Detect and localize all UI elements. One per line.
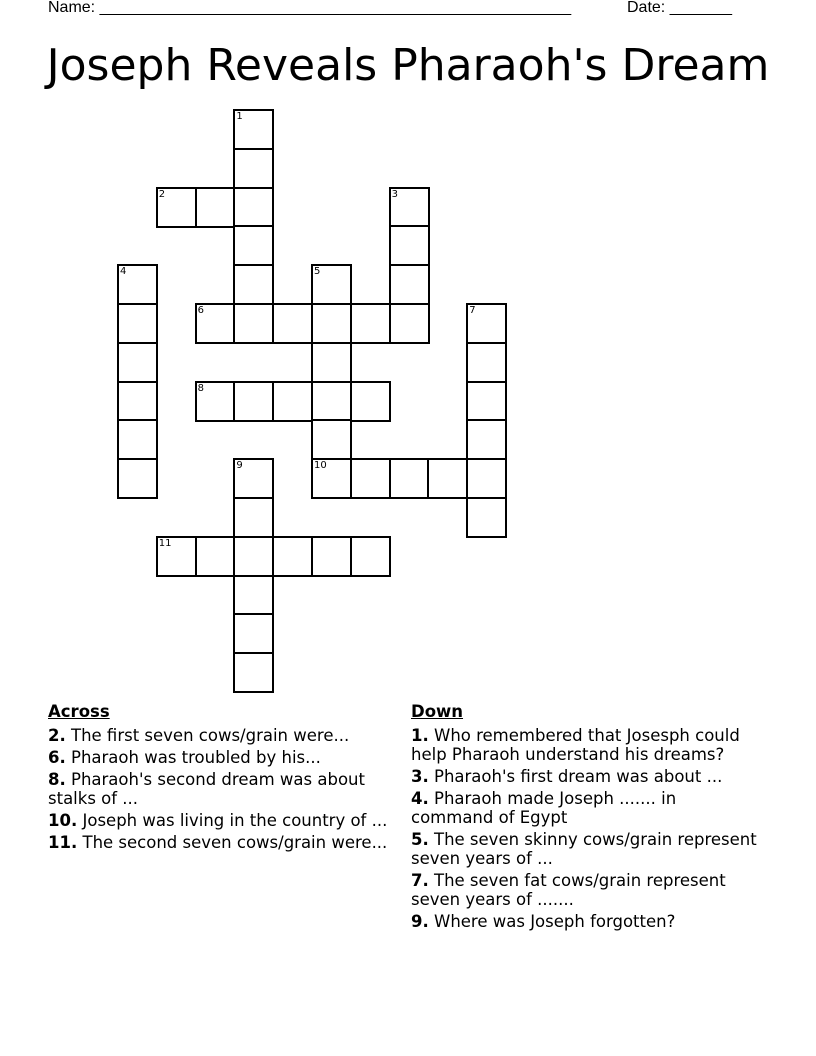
cell-number: 6	[197, 305, 204, 316]
grid-cell[interactable]	[311, 342, 352, 383]
cell-number: 2	[158, 188, 166, 200]
clue-text: Joseph was living in the country of ...	[82, 811, 388, 830]
grid-cell[interactable]	[311, 536, 352, 577]
grid-cell[interactable]	[117, 458, 158, 499]
clue-number: 2.	[48, 726, 66, 745]
grid-cell[interactable]	[466, 497, 507, 538]
clue-text: Pharaoh's first dream was about ...	[434, 767, 723, 786]
grid-cell[interactable]	[466, 419, 507, 460]
cell-number: 1	[236, 111, 243, 122]
page-title: Joseph Reveals Pharaoh's Dream	[46, 40, 770, 91]
grid-cell[interactable]	[466, 458, 507, 499]
clue-across-11	[48, 833, 398, 852]
clue-down-7	[411, 871, 761, 909]
grid-cell[interactable]	[311, 458, 352, 499]
cell-number: 8	[197, 382, 204, 394]
down-clues	[411, 702, 761, 934]
grid-cell[interactable]	[350, 381, 391, 422]
grid-cell[interactable]	[466, 381, 507, 422]
grid-cell[interactable]	[311, 381, 352, 422]
grid-cell[interactable]	[233, 536, 274, 577]
grid-cell[interactable]	[350, 536, 391, 577]
clue-text: The seven fat cows/grain represent seven years of .......	[411, 871, 726, 909]
clue-across-2	[48, 726, 398, 745]
grid-cell[interactable]	[350, 458, 391, 499]
grid-cell[interactable]	[233, 613, 274, 654]
clue-number: 4.	[411, 789, 429, 808]
grid-cell[interactable]	[156, 187, 197, 228]
grid-cell[interactable]	[233, 458, 274, 499]
clue-down-3	[411, 767, 761, 786]
across-heading: Across	[48, 702, 110, 721]
clue-text: Pharaoh was troubled by his...	[71, 748, 321, 767]
grid-cell[interactable]	[311, 419, 352, 460]
clue-text: Who remembered that Josesph could help Pharaoh understand his dreams?	[411, 726, 740, 764]
clue-text: Where was Joseph forgotten?	[434, 912, 676, 931]
clue-text: Pharaoh's second dream was about stalks of ...	[48, 770, 365, 808]
clue-number: 10.	[48, 811, 78, 830]
grid-cell[interactable]	[233, 381, 274, 422]
grid-cell[interactable]	[233, 264, 274, 305]
grid-cell[interactable]	[117, 342, 158, 383]
clue-text: The second seven cows/grain were...	[82, 833, 388, 852]
name-field[interactable]: Name: _____________________________________________________	[48, 0, 572, 16]
grid-cell[interactable]	[389, 187, 430, 228]
across-clues	[48, 702, 398, 855]
cell-number: 9	[236, 460, 243, 472]
clue-number: 5.	[411, 830, 429, 849]
grid-cell[interactable]	[117, 381, 158, 422]
clue-across-6	[48, 748, 398, 767]
clue-across-10	[48, 811, 398, 830]
grid-cell[interactable]	[389, 264, 430, 305]
grid-cell[interactable]	[195, 303, 236, 344]
cell-number: 11	[158, 537, 172, 549]
grid-cell[interactable]	[466, 342, 507, 383]
grid-cell[interactable]	[233, 303, 274, 344]
grid-cell[interactable]	[117, 419, 158, 460]
cell-number: 4	[120, 266, 127, 278]
cell-number: 5	[314, 266, 321, 278]
clue-down-1	[411, 726, 761, 764]
grid-cell[interactable]	[311, 264, 352, 305]
grid-cell[interactable]	[272, 536, 313, 577]
clue-across-8	[48, 770, 398, 808]
grid-cell[interactable]	[272, 381, 313, 422]
grid-cell[interactable]	[272, 303, 313, 344]
cell-number: 3	[391, 188, 398, 200]
grid-cell[interactable]	[233, 225, 274, 266]
grid-cell[interactable]	[233, 575, 274, 616]
grid-cell[interactable]	[427, 458, 468, 499]
grid-cell[interactable]	[195, 187, 236, 228]
grid-cell[interactable]	[389, 303, 430, 344]
clue-number: 7.	[411, 871, 429, 890]
clue-down-9	[411, 912, 761, 931]
grid-cell[interactable]	[466, 303, 507, 344]
clue-number: 3.	[411, 767, 429, 786]
grid-cell[interactable]	[233, 148, 274, 189]
clue-down-5	[411, 830, 761, 868]
grid-cell[interactable]	[195, 536, 236, 577]
clue-number: 6.	[48, 748, 66, 767]
grid-cell[interactable]	[117, 303, 158, 344]
grid-cell[interactable]	[233, 187, 274, 228]
clue-number: 8.	[48, 770, 66, 789]
clue-text: Pharaoh made Joseph ....... in command of Egypt	[411, 789, 677, 827]
grid-cell[interactable]	[117, 264, 158, 305]
cell-number: 7	[469, 305, 476, 316]
grid-cell[interactable]	[233, 652, 274, 693]
grid-cell[interactable]	[195, 381, 236, 422]
clue-number: 11.	[48, 833, 78, 852]
clue-down-4	[411, 789, 761, 827]
grid-cell[interactable]	[233, 497, 274, 538]
clue-number: 9.	[411, 912, 429, 931]
grid-cell[interactable]	[156, 536, 197, 577]
clue-number: 1.	[411, 726, 429, 745]
grid-cell[interactable]	[389, 225, 430, 266]
clue-text: The seven skinny cows/grain represent seven years of ...	[411, 830, 757, 868]
grid-cell[interactable]	[350, 303, 391, 344]
cell-number: 10	[314, 460, 327, 472]
clue-text: The first seven cows/grain were...	[71, 726, 350, 745]
date-field[interactable]: Date: _______	[627, 0, 732, 16]
grid-cell[interactable]	[233, 109, 274, 150]
grid-cell[interactable]	[389, 458, 430, 499]
down-heading: Down	[411, 702, 464, 721]
grid-cell[interactable]	[311, 303, 352, 344]
